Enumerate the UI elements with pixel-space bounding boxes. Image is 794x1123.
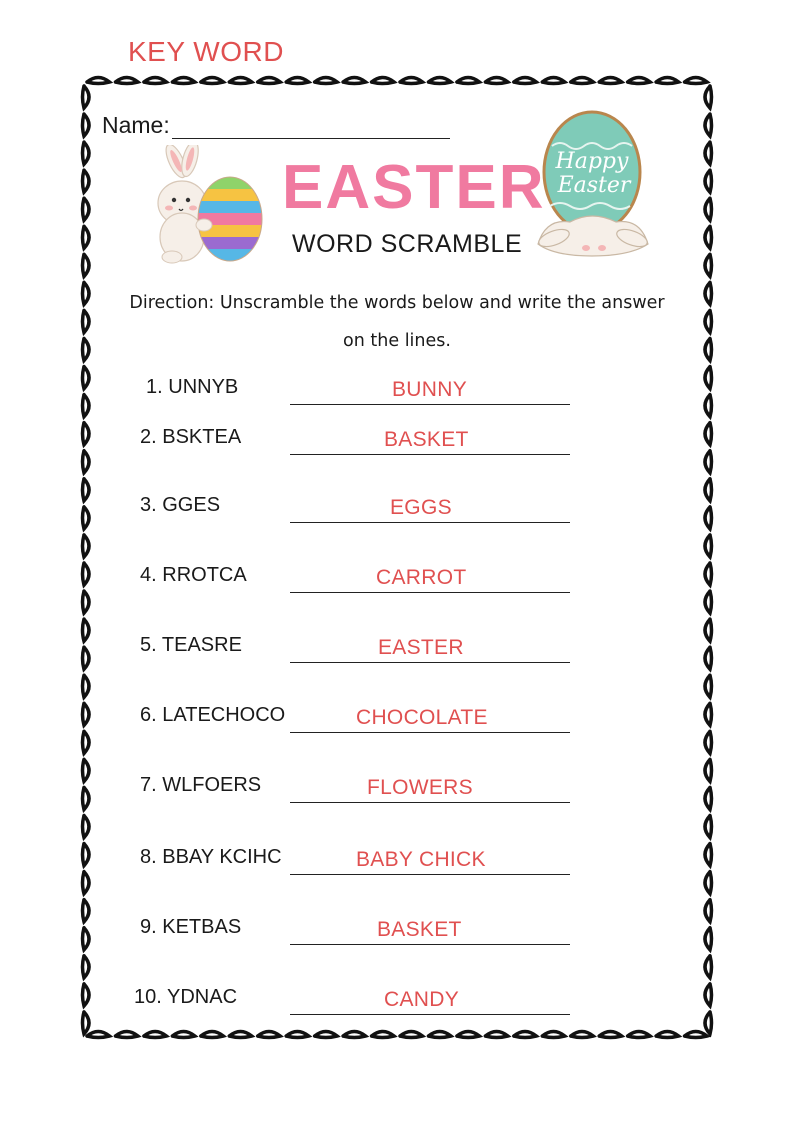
worksheet-title: EASTER — [282, 153, 546, 222]
word-row — [0, 426, 794, 466]
egg-text-easter: Easter — [557, 173, 631, 198]
answer-text: CHOCOLATE — [356, 706, 488, 729]
answer-line[interactable] — [290, 592, 570, 593]
name-field — [102, 112, 450, 139]
answer-line[interactable] — [290, 454, 570, 455]
answer-text: CARROT — [376, 566, 467, 589]
scrambled-word — [134, 986, 237, 1009]
scrambled-text: UNNYB — [168, 376, 239, 398]
scrambled-word — [140, 426, 241, 449]
scrambled-text: RROTCA — [162, 564, 247, 586]
word-row — [0, 774, 794, 814]
answer-line[interactable] — [290, 1014, 570, 1015]
scrambled-word — [140, 916, 241, 939]
word-row — [0, 494, 794, 534]
name-line[interactable] — [172, 116, 450, 139]
scrambled-text: WLFOERS — [162, 774, 262, 796]
direction-line-2: on the lines. — [343, 331, 451, 351]
scrambled-word — [140, 494, 220, 517]
word-row — [0, 564, 794, 604]
answer-text: EASTER — [378, 636, 464, 659]
scrambled-text: YDNAC — [167, 986, 238, 1008]
answer-text: BASKET — [377, 918, 462, 941]
answer-line[interactable] — [290, 662, 570, 663]
directions-text — [110, 284, 684, 360]
item-number: 3. — [140, 494, 157, 516]
word-row — [0, 704, 794, 744]
answer-text: CANDY — [384, 988, 460, 1011]
key-word-label: KEY WORD — [128, 36, 284, 67]
answer-text: BABY CHICK — [356, 848, 486, 871]
scrambled-text: BSKTEA — [162, 426, 242, 448]
scrambled-word — [140, 564, 247, 587]
name-label: Name: — [102, 112, 170, 138]
item-number: 7. — [140, 774, 157, 796]
item-number: 9. — [140, 916, 157, 938]
answer-line[interactable] — [290, 522, 570, 523]
answer-text: BASKET — [384, 428, 469, 451]
scrambled-word — [140, 634, 242, 657]
answer-line[interactable] — [290, 404, 570, 405]
direction-line-1: Direction: Unscramble the words below and write the answer — [129, 293, 665, 313]
scrambled-text: BBAY KCIHC — [162, 846, 282, 868]
worksheet-subtitle: WORD SCRAMBLE — [292, 230, 523, 258]
scrambled-text: GGES — [162, 494, 221, 516]
happy-easter-egg-illustration — [530, 106, 656, 264]
word-row — [0, 986, 794, 1026]
item-number: 4. — [140, 564, 157, 586]
scrambled-word — [146, 376, 238, 399]
scrambled-word — [140, 774, 261, 797]
answer-line[interactable] — [290, 944, 570, 945]
answer-text: EGGS — [390, 496, 452, 519]
word-row — [0, 376, 794, 416]
scrambled-word — [140, 846, 282, 869]
answer-text: FLOWERS — [367, 776, 473, 799]
answer-line[interactable] — [290, 874, 570, 875]
item-number: 8. — [140, 846, 157, 868]
answer-text: BUNNY — [392, 378, 468, 401]
item-number: 5. — [140, 634, 157, 656]
item-number: 10. — [134, 986, 162, 1008]
item-number: 1. — [146, 376, 163, 398]
word-row — [0, 846, 794, 886]
scrambled-word — [140, 704, 285, 727]
answer-line[interactable] — [290, 732, 570, 733]
egg-text-happy: Happy — [555, 149, 629, 174]
word-row — [0, 916, 794, 956]
item-number: 6. — [140, 704, 157, 726]
scrambled-text: KETBAS — [162, 916, 242, 938]
bunny-egg-illustration — [134, 145, 266, 265]
item-number: 2. — [140, 426, 157, 448]
scrambled-text: LATECHOCO — [162, 704, 286, 726]
word-row — [0, 634, 794, 674]
answer-line[interactable] — [290, 802, 570, 803]
scrambled-text: TEASRE — [161, 634, 242, 656]
